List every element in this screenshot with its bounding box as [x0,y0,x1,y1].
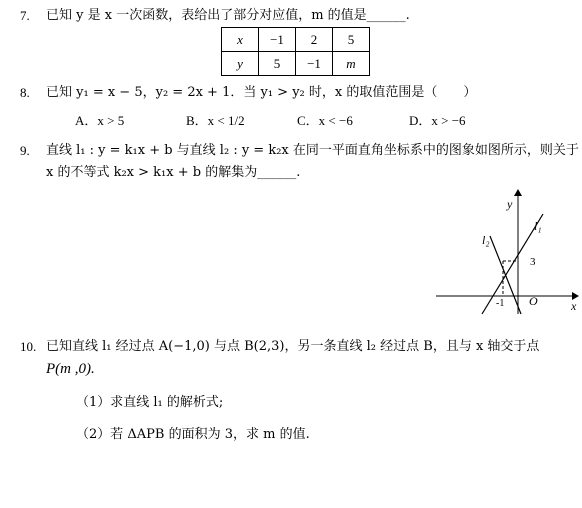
table-cell: 2 [296,28,333,52]
table-cell: −1 [259,28,296,52]
table-cell: −1 [296,52,333,76]
q10-number: 10. [20,339,37,354]
table-cell: 5 [259,52,296,76]
table-cell: 5 [333,28,370,52]
table-cell: m [333,52,370,76]
q8-option-a: A．x > 5 [75,113,125,128]
q8-option-c: C．x < −6 [297,113,353,128]
q10-sub1: （1）求直线 l₁ 的解析式; [76,395,224,410]
q9-number: 9. [20,143,30,158]
q7-number: 7. [20,8,30,23]
table-cell: x [222,28,259,52]
origin-label: O [529,294,538,308]
l1-label: l₁ [534,219,542,233]
q8-text: 已知 y₁ = x − 5，y₂ = 2x + 1．当 y₁ > y₂ 时，x 的取值范围是（ ） [46,85,477,100]
q9-graph [430,186,580,316]
table-cell: y [222,52,259,76]
q8-option-d: D．x > −6 [409,113,466,128]
l2-label: l₂ [482,233,490,247]
q10-line2: P(m ,0). [46,361,95,377]
y-axis-label: y [507,197,513,211]
x-axis-label: x [571,299,577,313]
q8-number: 8. [20,85,30,100]
q10-sub2: （2）若 ΔAPB 的面积为 3，求 m 的值. [76,427,310,442]
q7-value-table [221,27,370,76]
q9-line1: 直线 l₁ : y = k₁x + b 与直线 l₂ : y = k₂x 在同一平面直角坐标系中的图象如图所示，则关于 [46,143,579,158]
tick-y-label: 3 [530,256,536,268]
q8-option-b: B．x < 1/2 [186,113,245,128]
q10-line1: 已知直线 l₁ 经过点 A(−1,0) 与点 B(2,3)，另一条直线 l₂ 经过点 B，且与 x 轴交于点 [46,339,540,354]
line-l2 [490,236,521,314]
q9-line2: x 的不等式 k₂x > k₁x + b 的解集为______. [46,165,301,180]
table-row [222,28,370,52]
table-row [222,52,370,76]
tick-x-label: -1 [496,298,505,309]
q7-text: 已知 y 是 x 一次函数，表给出了部分对应值，m 的值是______. [46,8,410,23]
